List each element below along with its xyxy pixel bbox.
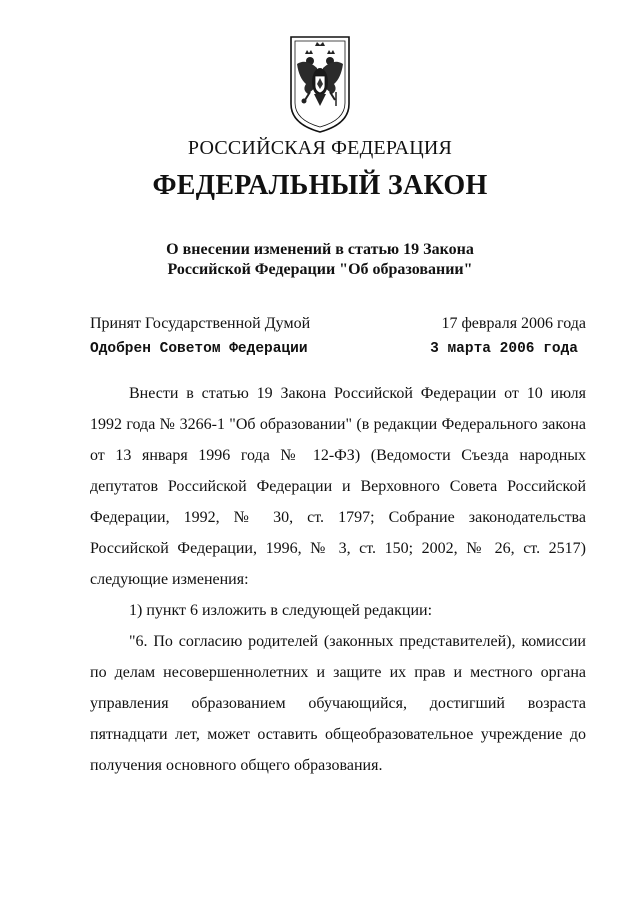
- country-name: РОССИЙСКАЯ ФЕДЕРАЦИЯ: [187, 137, 453, 159]
- approved-by-council-row: [90, 341, 586, 357]
- adopted-by-duma-row: [90, 315, 586, 333]
- coat-of-arms-icon: [288, 34, 352, 134]
- approved-label: Одобрен Советом Федерации: [90, 341, 308, 357]
- law-title-line-2: Российской Федерации "Об образовании": [167, 261, 473, 278]
- approved-date: 3 марта 2006 года: [430, 341, 578, 357]
- adopted-date: 17 февраля 2006 года: [441, 315, 586, 332]
- quoted-point-6: "6. По согласию родителей (законных представителей), комиссии по делам несовершеннолетних и защите их прав и местного органа управления образованием обучающийся, достигший возраста пятнадцати лет, может оставить общеобразовательное учреждение до получения основного общего образования.: [90, 633, 586, 774]
- item-1-paragraph: 1) пункт 6 изложить в следующей редакции:: [129, 602, 433, 619]
- law-title-line-1: О внесении изменений в статью 19 Закона: [166, 241, 474, 258]
- intro-paragraph: Внести в статью 19 Закона Российской Федерации от 10 июля 1992 года № 3266-1 "Об образовании" (в редакции Федерального закона от 13 января 1996 года № 12-ФЗ) (Ведомости Съезда народных депутатов Российской Федерации и Верховного Совета Российской Федерации, 1992, № 30, ст. 1797; Собрание законодательства Российской Федерации, 1996, № 3, ст. 150; 2002, № 26, ст. 2517) следующие изменения:: [90, 385, 586, 588]
- law-body: [90, 378, 586, 781]
- adopted-label: Принят Государственной Думой: [90, 315, 311, 332]
- law-title: [0, 240, 640, 280]
- document-type: ФЕДЕРАЛЬНЫЙ ЗАКОН: [152, 170, 488, 201]
